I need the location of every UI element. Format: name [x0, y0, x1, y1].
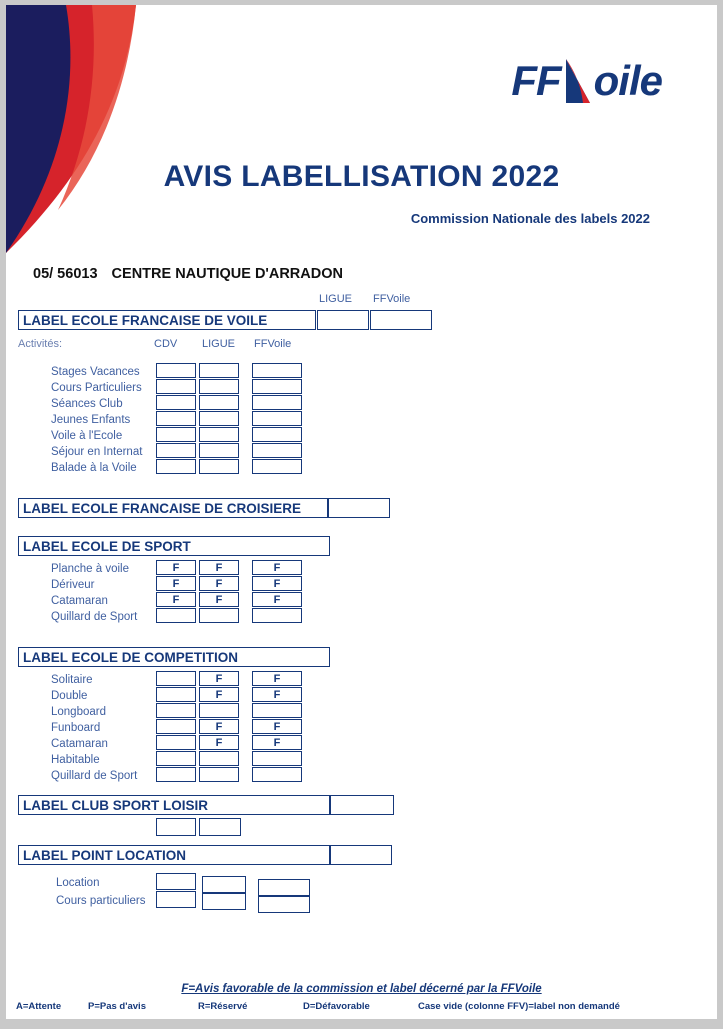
efv-cdv-cell[interactable]: [156, 395, 196, 410]
efv-column-header-ffvoile: FFVoile: [254, 338, 292, 350]
row-label: Location: [56, 877, 100, 889]
row-label: Cours Particuliers: [51, 382, 142, 394]
point-location-cdv-cell[interactable]: [156, 891, 196, 908]
row-label: Cours particuliers: [56, 895, 146, 907]
sail-swoosh-decoration: [6, 5, 156, 255]
row-label: Dériveur: [51, 579, 95, 591]
competition-ligue-cell[interactable]: F: [199, 687, 239, 702]
efv-ffvoile-cell[interactable]: [252, 395, 302, 410]
competition-ligue-cell[interactable]: F: [199, 735, 239, 750]
efv-ffvoile-cell[interactable]: [252, 411, 302, 426]
section-title-efv: LABEL ECOLE FRANCAISE DE VOILE: [18, 310, 316, 330]
footer-note: F=Avis favorable de la commission et label décerné par la FFVoile: [181, 983, 542, 995]
competition-cdv-cell[interactable]: [156, 687, 196, 702]
efv-cdv-cell[interactable]: [156, 411, 196, 426]
row-label: Quillard de Sport: [51, 611, 138, 623]
section-title-point-location: LABEL POINT LOCATION: [18, 845, 330, 865]
row-label: Quillard de Sport: [51, 770, 138, 782]
page-title: AVIS LABELLISATION 2022: [163, 160, 560, 193]
competition-cdv-cell[interactable]: [156, 671, 196, 686]
point-location-cdv-cell[interactable]: [156, 873, 196, 890]
competition-ffvoile-cell[interactable]: F: [252, 735, 302, 750]
logo-text-ff: FF: [511, 57, 561, 104]
efv-ffvoile-cell[interactable]: [252, 443, 302, 458]
competition-ligue-cell[interactable]: [199, 703, 239, 718]
efv-ffvoile-cell[interactable]: [252, 459, 302, 474]
row-label: Longboard: [51, 706, 106, 718]
sport-ligue-cell[interactable]: [199, 608, 239, 623]
club-name: CENTRE NAUTIQUE D'ARRADON: [111, 266, 343, 282]
sport-ligue-cell[interactable]: F: [199, 592, 239, 607]
row-label: Catamaran: [51, 595, 108, 607]
sport-cdv-cell[interactable]: F: [156, 560, 196, 575]
competition-ffvoile-cell[interactable]: F: [252, 671, 302, 686]
competition-cdv-cell[interactable]: [156, 735, 196, 750]
competition-cdv-cell[interactable]: [156, 751, 196, 766]
competition-ffvoile-cell[interactable]: F: [252, 687, 302, 702]
efv-ffvoile-cell[interactable]: [252, 379, 302, 394]
logo-sail-icon: [563, 57, 593, 105]
row-label: Séjour en Internat: [51, 446, 143, 458]
competition-ffvoile-cell[interactable]: [252, 767, 302, 782]
efv-ligue-cell[interactable]: [199, 395, 239, 410]
point-location-ffvoile-cell[interactable]: [258, 879, 310, 896]
row-label: Jeunes Enfants: [51, 414, 131, 426]
point-location-ffvoile-cell[interactable]: [258, 896, 310, 913]
efv-cdv-cell[interactable]: [156, 379, 196, 394]
sport-cdv-cell[interactable]: F: [156, 576, 196, 591]
sport-ffvoile-cell[interactable]: F: [252, 592, 302, 607]
page-subtitle: Commission Nationale des labels 2022: [410, 211, 650, 226]
competition-cdv-cell[interactable]: [156, 703, 196, 718]
row-label: Balade à la Voile: [51, 462, 137, 474]
sport-ffvoile-cell[interactable]: F: [252, 560, 302, 575]
efv-cdv-cell[interactable]: [156, 427, 196, 442]
club-sport-loisir-sub-cell-2[interactable]: [199, 818, 241, 836]
efv-ligue-cell[interactable]: [199, 427, 239, 442]
sport-ffvoile-cell[interactable]: [252, 608, 302, 623]
sport-ffvoile-cell[interactable]: F: [252, 576, 302, 591]
efv-ligue-cell[interactable]: [199, 363, 239, 378]
efv-ligue-cell[interactable]: [199, 459, 239, 474]
club-number: 05/ 56013: [33, 266, 98, 282]
competition-ligue-cell[interactable]: F: [199, 719, 239, 734]
row-label: Stages Vacances: [51, 366, 140, 378]
section-title-ecole-de-competition: LABEL ECOLE DE COMPETITION: [18, 647, 330, 667]
row-label: Double: [51, 690, 88, 702]
legend-defavorable: D=Défavorable: [303, 1001, 370, 1012]
efv-cdv-cell[interactable]: [156, 443, 196, 458]
efv-ffvoile-decision[interactable]: [370, 310, 432, 330]
document-page: [6, 5, 717, 1019]
row-label: Séances Club: [51, 398, 123, 410]
logo-text-oile: oile: [593, 57, 662, 104]
row-label: Catamaran: [51, 738, 108, 750]
row-label: Solitaire: [51, 674, 93, 686]
footer-legend: [16, 1001, 707, 1012]
row-label: Planche à voile: [51, 563, 129, 575]
competition-ffvoile-cell[interactable]: F: [252, 719, 302, 734]
row-label: Funboard: [51, 722, 101, 734]
competition-ffvoile-cell[interactable]: [252, 703, 302, 718]
sport-ligue-cell[interactable]: F: [199, 576, 239, 591]
competition-cdv-cell[interactable]: [156, 719, 196, 734]
point-location-ligue-cell[interactable]: [202, 893, 246, 910]
top-column-header-ligue: LIGUE: [319, 293, 353, 305]
point-location-decision-cell[interactable]: [330, 845, 392, 865]
row-label: Voile à l'Ecole: [51, 430, 123, 442]
efv-ligue-cell[interactable]: [199, 411, 239, 426]
club-identification: [33, 266, 343, 282]
point-location-ligue-cell[interactable]: [202, 876, 246, 893]
competition-cdv-cell[interactable]: [156, 767, 196, 782]
efv-ligue-cell[interactable]: [199, 443, 239, 458]
efv-ligue-cell[interactable]: [199, 379, 239, 394]
competition-ligue-cell[interactable]: [199, 767, 239, 782]
section-title-club-sport-loisir: LABEL CLUB SPORT LOISIR: [18, 795, 330, 815]
ffvoile-logo: [511, 57, 662, 105]
competition-ligue-cell[interactable]: F: [199, 671, 239, 686]
efv-cdv-cell[interactable]: [156, 363, 196, 378]
efv-ffvoile-cell[interactable]: [252, 427, 302, 442]
efv-ligue-decision[interactable]: [317, 310, 369, 330]
croisiere-decision-cell[interactable]: [328, 498, 390, 518]
legend-pas-davis: P=Pas d'avis: [88, 1001, 146, 1012]
competition-ligue-cell[interactable]: [199, 751, 239, 766]
efv-column-header-cdv: CDV: [154, 338, 178, 350]
sport-cdv-cell[interactable]: [156, 608, 196, 623]
legend-case-vide: Case vide (colonne FFV)=label non demandé: [418, 1001, 620, 1012]
activites-label: Activités:: [18, 338, 63, 350]
section-title-croisiere: LABEL ECOLE FRANCAISE DE CROISIERE: [18, 498, 328, 518]
club-sport-loisir-sub-cell-1[interactable]: [156, 818, 196, 836]
top-column-header-ffvoile: FFVoile: [373, 293, 411, 305]
legend-reserve: R=Réservé: [198, 1001, 248, 1012]
row-label: Habitable: [51, 754, 100, 766]
sport-cdv-cell[interactable]: F: [156, 592, 196, 607]
competition-ffvoile-cell[interactable]: [252, 751, 302, 766]
efv-cdv-cell[interactable]: [156, 459, 196, 474]
section-title-ecole-de-sport: LABEL ECOLE DE SPORT: [18, 536, 330, 556]
sport-ligue-cell[interactable]: F: [199, 560, 239, 575]
legend-attente: A=Attente: [16, 1001, 62, 1012]
club-sport-loisir-decision-cell[interactable]: [330, 795, 394, 815]
efv-column-header-ligue: LIGUE: [202, 338, 236, 350]
efv-ffvoile-cell[interactable]: [252, 363, 302, 378]
